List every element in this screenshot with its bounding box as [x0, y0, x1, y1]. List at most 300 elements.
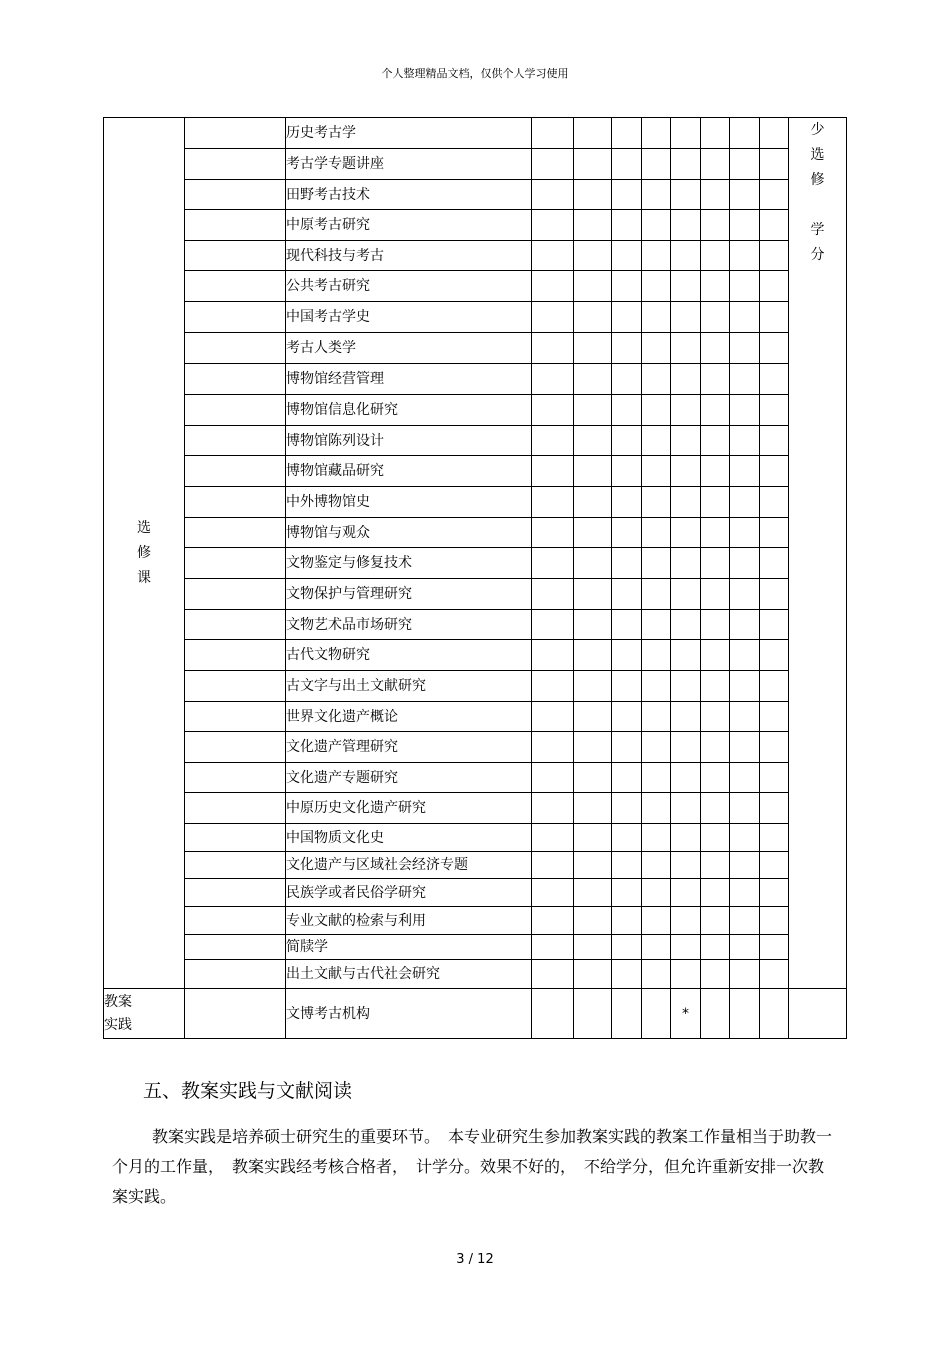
- semester-cell: [760, 302, 789, 333]
- semester-cell: [701, 333, 730, 364]
- semester-cell: [612, 640, 642, 671]
- semester-cell: [671, 702, 701, 732]
- course-name: 中国物质文化史: [286, 824, 532, 852]
- semester-cell: [574, 487, 612, 518]
- semester-cell: [701, 640, 730, 671]
- course-name: 出土文献与古代社会研究: [286, 960, 532, 989]
- semester-cell: [730, 763, 760, 793]
- semester-cell: [701, 935, 730, 960]
- semester-cell: [730, 426, 760, 456]
- semester-cell: [642, 793, 671, 824]
- semester-cell: [701, 456, 730, 487]
- semester-cell: [730, 518, 760, 548]
- semester-cell: [671, 763, 701, 793]
- semester-cell: [701, 763, 730, 793]
- semester-cell: [574, 579, 612, 610]
- table-row: [104, 241, 847, 271]
- course-name: 历史考古学: [286, 118, 532, 149]
- semester-cell: [532, 395, 574, 426]
- semester-cell: [642, 487, 671, 518]
- semester-cell: [701, 610, 730, 640]
- code-cell: [185, 518, 286, 548]
- course-name: 博物馆经营管理: [286, 364, 532, 395]
- table-row: [104, 149, 847, 180]
- semester-cell: [701, 579, 730, 610]
- table-row: [104, 210, 847, 241]
- semester-cell: [760, 149, 789, 180]
- course-name: 世界文化遗产概论: [286, 702, 532, 732]
- semester-cell: [574, 241, 612, 271]
- code-cell: [185, 989, 286, 1039]
- course-name: 文物保护与管理研究: [286, 579, 532, 610]
- code-cell: [185, 879, 286, 907]
- semester-cell: [642, 879, 671, 907]
- course-name: 专业文献的检索与利用: [286, 907, 532, 935]
- semester-cell: [760, 271, 789, 302]
- course-name: 文化遗产与区域社会经济专题: [286, 852, 532, 879]
- semester-cell: [574, 395, 612, 426]
- semester-cell: [642, 426, 671, 456]
- semester-cell: [671, 210, 701, 241]
- semester-cell: [612, 426, 642, 456]
- semester-cell: [760, 364, 789, 395]
- page-number: 3 / 12: [456, 1252, 494, 1267]
- semester-cell: [642, 640, 671, 671]
- semester-cell: [642, 852, 671, 879]
- table-row: [104, 671, 847, 702]
- semester-cell: [760, 793, 789, 824]
- semester-cell: [642, 518, 671, 548]
- remark-char: 修: [810, 172, 825, 188]
- semester-cell: [612, 118, 642, 149]
- semester-cell: [730, 302, 760, 333]
- table-row: [104, 395, 847, 426]
- semester-cell: [671, 907, 701, 935]
- category-practice: [104, 989, 185, 1039]
- semester-cell: [642, 732, 671, 763]
- code-cell: [185, 426, 286, 456]
- semester-cell: [730, 935, 760, 960]
- category-char: 修: [137, 544, 151, 561]
- semester-cell: [730, 241, 760, 271]
- semester-cell: [701, 548, 730, 579]
- category-line: 教案: [104, 993, 132, 1010]
- semester-cell: [671, 732, 701, 763]
- semester-cell: [532, 241, 574, 271]
- semester-cell: [612, 333, 642, 364]
- course-name: 中外博物馆史: [286, 487, 532, 518]
- semester-cell: [612, 395, 642, 426]
- semester-cell: [701, 879, 730, 907]
- course-table: [103, 117, 847, 1039]
- course-name: 中国考古学史: [286, 302, 532, 333]
- semester-cell: [671, 610, 701, 640]
- table-row: [104, 640, 847, 671]
- semester-cell: [730, 732, 760, 763]
- semester-cell: [532, 824, 574, 852]
- semester-cell: [642, 579, 671, 610]
- table-row: [104, 935, 847, 960]
- semester-cell: [532, 579, 574, 610]
- semester-cell: [574, 302, 612, 333]
- semester-cell: [730, 610, 760, 640]
- semester-cell: [532, 180, 574, 210]
- semester-cell: [760, 426, 789, 456]
- semester-cell: [730, 271, 760, 302]
- code-cell: [185, 935, 286, 960]
- semester-cell: [701, 271, 730, 302]
- semester-cell: [612, 824, 642, 852]
- code-cell: [185, 149, 286, 180]
- semester-cell: [671, 935, 701, 960]
- code-cell: [185, 960, 286, 989]
- semester-cell: [642, 210, 671, 241]
- semester-cell: [760, 333, 789, 364]
- code-cell: [185, 763, 286, 793]
- semester-cell: [701, 210, 730, 241]
- table-row: [104, 518, 847, 548]
- semester-cell: [612, 364, 642, 395]
- course-name: 考古学专题讲座: [286, 149, 532, 180]
- semester-cell: [760, 210, 789, 241]
- semester-cell: [760, 671, 789, 702]
- semester-cell: [730, 824, 760, 852]
- semester-cell: [532, 960, 574, 989]
- semester-cell: [612, 302, 642, 333]
- page-header: 个人整理精品文档，仅供个人学习使用: [381, 67, 569, 80]
- semester-cell: [574, 548, 612, 579]
- table-row: [104, 456, 847, 487]
- semester-cell: [730, 333, 760, 364]
- semester-cell: [642, 989, 671, 1039]
- semester-cell: [574, 610, 612, 640]
- semester-cell: [642, 702, 671, 732]
- table-row: [104, 487, 847, 518]
- course-name: 现代科技与考古: [286, 241, 532, 271]
- semester-cell: [532, 302, 574, 333]
- semester-cell: [574, 518, 612, 548]
- semester-cell: [671, 302, 701, 333]
- table-row: [104, 824, 847, 852]
- category-char: 选: [137, 519, 151, 536]
- semester-cell: [574, 960, 612, 989]
- semester-cell: [532, 548, 574, 579]
- semester-cell: [532, 763, 574, 793]
- semester-cell: [701, 702, 730, 732]
- semester-cell: [612, 732, 642, 763]
- semester-cell: [701, 364, 730, 395]
- semester-cell: [532, 989, 574, 1039]
- semester-cell: [730, 879, 760, 907]
- semester-cell: [642, 180, 671, 210]
- table-row: [104, 732, 847, 763]
- table-row: [104, 333, 847, 364]
- code-cell: [185, 118, 286, 149]
- course-name: 文物鉴定与修复技术: [286, 548, 532, 579]
- semester-cell: [532, 487, 574, 518]
- semester-cell: [671, 879, 701, 907]
- semester-cell: [532, 210, 574, 241]
- semester-cell: [760, 548, 789, 579]
- category-line: 实践: [104, 1016, 132, 1033]
- table-row: [104, 118, 847, 149]
- code-cell: [185, 395, 286, 426]
- semester-cell: [701, 302, 730, 333]
- semester-cell: [574, 879, 612, 907]
- semester-cell: [671, 271, 701, 302]
- semester-cell: [760, 579, 789, 610]
- semester-cell: [612, 487, 642, 518]
- semester-cell: [642, 824, 671, 852]
- semester-cell: [612, 793, 642, 824]
- code-cell: [185, 180, 286, 210]
- semester-cell: [760, 852, 789, 879]
- semester-cell: [642, 149, 671, 180]
- semester-cell: [642, 960, 671, 989]
- semester-cell: [574, 149, 612, 180]
- semester-cell: [532, 879, 574, 907]
- semester-cell: [532, 149, 574, 180]
- semester-cell: [701, 671, 730, 702]
- semester-cell: [574, 333, 612, 364]
- table-row: [104, 302, 847, 333]
- code-cell: [185, 487, 286, 518]
- table-row: [104, 271, 847, 302]
- semester-cell: [730, 456, 760, 487]
- table-row: [104, 426, 847, 456]
- code-cell: [185, 610, 286, 640]
- semester-cell: [642, 302, 671, 333]
- semester-cell: [730, 640, 760, 671]
- semester-cell: [730, 395, 760, 426]
- semester-cell: [730, 671, 760, 702]
- code-cell: [185, 364, 286, 395]
- semester-cell: [671, 180, 701, 210]
- semester-cell: [642, 395, 671, 426]
- code-cell: [185, 671, 286, 702]
- semester-cell: [574, 852, 612, 879]
- semester-cell: [671, 118, 701, 149]
- course-name: 田野考古技术: [286, 180, 532, 210]
- semester-cell: [574, 702, 612, 732]
- semester-cell: [671, 149, 701, 180]
- semester-cell: [701, 852, 730, 879]
- semester-cell: [760, 702, 789, 732]
- semester-cell: [730, 852, 760, 879]
- semester-cell: [574, 763, 612, 793]
- semester-cell: [760, 907, 789, 935]
- semester-cell: [532, 852, 574, 879]
- table-row: [104, 610, 847, 640]
- semester-cell: [574, 180, 612, 210]
- semester-cell: [760, 118, 789, 149]
- semester-cell: [574, 456, 612, 487]
- semester-cell: [671, 426, 701, 456]
- code-cell: [185, 241, 286, 271]
- semester-cell: [760, 456, 789, 487]
- semester-cell: [730, 487, 760, 518]
- semester-cell: [642, 907, 671, 935]
- course-name: 文物艺术品市场研究: [286, 610, 532, 640]
- table-row: [104, 364, 847, 395]
- semester-cell: [532, 271, 574, 302]
- semester-cell: [671, 824, 701, 852]
- semester-cell: [642, 671, 671, 702]
- table-row: [104, 907, 847, 935]
- semester-cell: [612, 579, 642, 610]
- code-cell: [185, 852, 286, 879]
- semester-cell: [574, 364, 612, 395]
- semester-cell: [532, 456, 574, 487]
- semester-cell: [671, 640, 701, 671]
- semester-cell: [730, 793, 760, 824]
- semester-cell: [671, 793, 701, 824]
- course-name: 博物馆陈列设计: [286, 426, 532, 456]
- course-name: 文化遗产管理研究: [286, 732, 532, 763]
- semester-cell: [532, 426, 574, 456]
- semester-cell: [701, 241, 730, 271]
- semester-cell: [612, 210, 642, 241]
- semester-cell: [701, 518, 730, 548]
- remark-char: 选: [810, 147, 825, 163]
- semester-cell: [760, 879, 789, 907]
- semester-cell: [760, 241, 789, 271]
- table-row: [104, 793, 847, 824]
- semester-cell: [574, 671, 612, 702]
- semester-cell: [760, 824, 789, 852]
- semester-cell: [701, 793, 730, 824]
- semester-cell: [612, 610, 642, 640]
- semester-cell: [532, 364, 574, 395]
- semester-cell: [642, 610, 671, 640]
- semester-cell: [612, 935, 642, 960]
- semester-cell: [760, 610, 789, 640]
- semester-cell: [730, 989, 760, 1039]
- table-row: [104, 579, 847, 610]
- table-row: [104, 702, 847, 732]
- semester-cell: [612, 271, 642, 302]
- course-name: 公共考古研究: [286, 271, 532, 302]
- semester-cell: [760, 180, 789, 210]
- semester-cell: [701, 180, 730, 210]
- semester-cell: [532, 935, 574, 960]
- semester-cell: [671, 518, 701, 548]
- asterisk-mark: *: [671, 989, 701, 1039]
- semester-cell: [642, 241, 671, 271]
- code-cell: [185, 907, 286, 935]
- semester-cell: [574, 732, 612, 763]
- semester-cell: [760, 960, 789, 989]
- table-row: [104, 548, 847, 579]
- semester-cell: [612, 852, 642, 879]
- semester-cell: [612, 763, 642, 793]
- semester-cell: [730, 180, 760, 210]
- semester-cell: [574, 271, 612, 302]
- category-elective: [104, 118, 185, 989]
- semester-cell: [730, 702, 760, 732]
- semester-cell: [642, 271, 671, 302]
- semester-cell: [612, 180, 642, 210]
- semester-cell: [730, 548, 760, 579]
- course-name: 古代文物研究: [286, 640, 532, 671]
- course-name: 民族学或者民俗学研究: [286, 879, 532, 907]
- semester-cell: [671, 241, 701, 271]
- semester-cell: [671, 852, 701, 879]
- table-row: [104, 180, 847, 210]
- semester-cell: [574, 640, 612, 671]
- semester-cell: [612, 989, 642, 1039]
- table-row: [104, 879, 847, 907]
- semester-cell: [642, 548, 671, 579]
- semester-cell: [612, 907, 642, 935]
- semester-cell: [760, 935, 789, 960]
- semester-cell: [642, 364, 671, 395]
- remark-char: 分: [810, 247, 825, 263]
- course-name: 文博考古机构: [286, 989, 532, 1039]
- table-row: [104, 763, 847, 793]
- semester-cell: [612, 456, 642, 487]
- semester-cell: [532, 333, 574, 364]
- semester-cell: [671, 456, 701, 487]
- semester-cell: [612, 241, 642, 271]
- semester-cell: [642, 456, 671, 487]
- course-name: 博物馆与观众: [286, 518, 532, 548]
- semester-cell: [612, 879, 642, 907]
- remark-cell: [789, 118, 847, 989]
- semester-cell: [532, 640, 574, 671]
- semester-cell: [532, 671, 574, 702]
- semester-cell: [730, 579, 760, 610]
- table-row-practice: [104, 989, 847, 1039]
- course-name: 文化遗产专题研究: [286, 763, 532, 793]
- semester-cell: [730, 118, 760, 149]
- semester-cell: [760, 989, 789, 1039]
- remark-cell: [789, 989, 847, 1039]
- semester-cell: [701, 824, 730, 852]
- semester-cell: [574, 907, 612, 935]
- code-cell: [185, 302, 286, 333]
- semester-cell: [701, 149, 730, 180]
- semester-cell: [532, 793, 574, 824]
- semester-cell: [760, 518, 789, 548]
- semester-cell: [612, 149, 642, 180]
- semester-cell: [532, 732, 574, 763]
- semester-cell: [671, 671, 701, 702]
- semester-cell: [730, 960, 760, 989]
- semester-cell: [760, 640, 789, 671]
- code-cell: [185, 271, 286, 302]
- semester-cell: [730, 907, 760, 935]
- semester-cell: [701, 118, 730, 149]
- semester-cell: [730, 149, 760, 180]
- code-cell: [185, 333, 286, 364]
- semester-cell: [701, 395, 730, 426]
- semester-cell: [671, 548, 701, 579]
- semester-cell: [612, 702, 642, 732]
- semester-cell: [760, 732, 789, 763]
- table-row: [104, 960, 847, 989]
- semester-cell: [701, 487, 730, 518]
- section-paragraph: 教案实践是培养硕士研究生的重要环节。 本专业研究生参加教案实践的教案工作量相当于助教一个月的工作量， 教案实践经考核合格者， 计学分。效果不好的， 不给学分，但允许重新安排一次教案实践。: [112, 1127, 833, 1206]
- semester-cell: [701, 989, 730, 1039]
- semester-cell: [612, 518, 642, 548]
- code-cell: [185, 579, 286, 610]
- semester-cell: [532, 907, 574, 935]
- semester-cell: [730, 210, 760, 241]
- course-name: 简牍学: [286, 935, 532, 960]
- semester-cell: [760, 487, 789, 518]
- semester-cell: [642, 118, 671, 149]
